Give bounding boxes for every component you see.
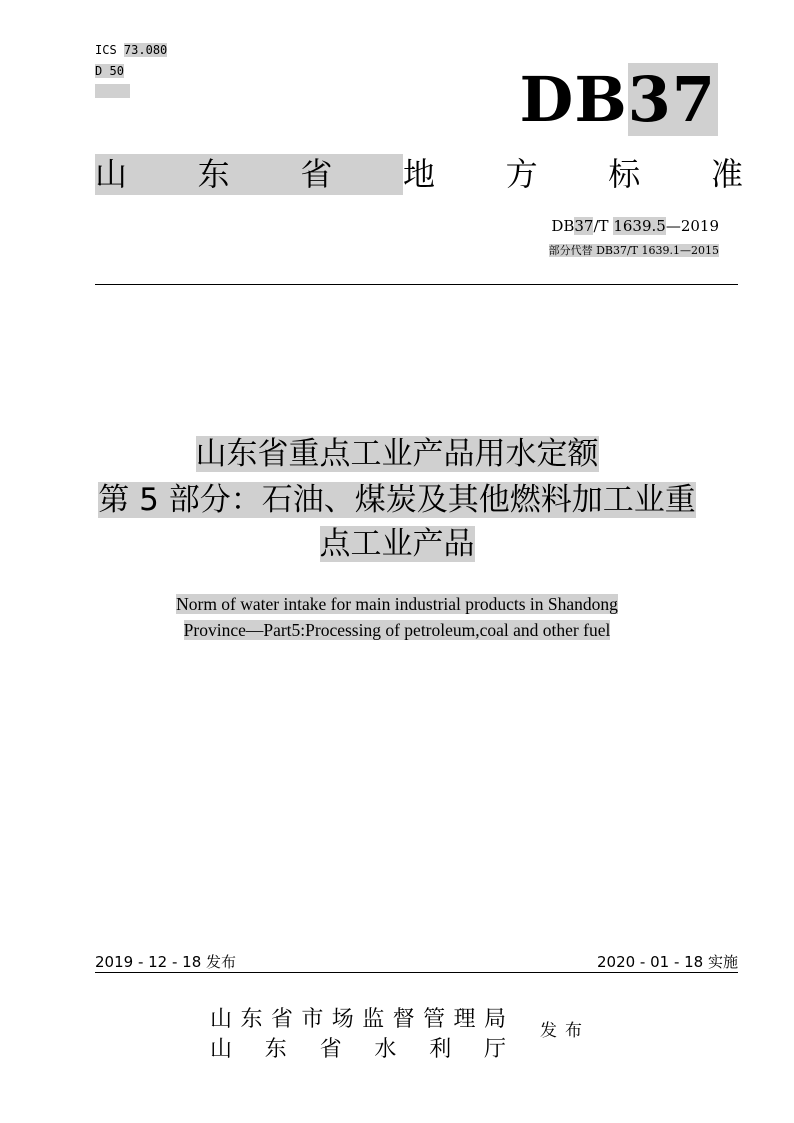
title-cn-line3: 点工业产品	[319, 526, 475, 562]
ics-code	[95, 42, 167, 58]
ccs-value: 50	[109, 64, 124, 78]
heading-char: 方	[505, 155, 538, 193]
ccs-label: D	[95, 64, 103, 78]
implementation-date: 2020 - 01 - 18 实施	[596, 953, 738, 971]
header-divider	[95, 284, 738, 285]
title-cn-line1: 山东省重点工业产品用水定额	[195, 436, 599, 472]
standard-code-prefix: DB	[519, 63, 628, 136]
title-en-line2: Province—Part5:Processing of petroleum,coal and other fuel	[183, 620, 611, 640]
issuer-market-regulation: 山 东 省 市 场 监 督 管 理 局	[210, 1007, 506, 1032]
ics-value: 73.080	[123, 43, 168, 57]
standard-number: DB37/T 1639.5—2019	[551, 217, 719, 235]
ccs-code	[95, 63, 124, 79]
replaces-standard: 部分代替 DB37/T 1639.1—2015	[548, 244, 719, 257]
standard-code-logo	[520, 62, 718, 138]
ics-label: ICS	[95, 43, 117, 57]
heading-char: 省	[300, 155, 333, 193]
title-cn-line2: 第 5 部分：石油、煤炭及其他燃料加工业重	[98, 482, 696, 518]
record-number-box	[95, 84, 130, 98]
heading-char: 地	[402, 155, 435, 193]
issue-date: 2019 - 12 - 18 发布	[95, 953, 237, 971]
heading-char: 山	[95, 155, 128, 193]
standard-code-region: 37	[627, 63, 716, 136]
title-en-line1: Norm of water intake for main industrial products in Shandong	[176, 594, 618, 614]
issuer-water-resources: 山 东 省 水 利 厅	[210, 1037, 506, 1062]
heading-char: 标	[608, 155, 641, 193]
standard-type-heading	[95, 152, 743, 196]
heading-char: 东	[197, 155, 230, 193]
heading-char: 准	[710, 155, 743, 193]
footer-divider	[95, 972, 738, 973]
publish-label: 发布	[540, 1021, 590, 1041]
